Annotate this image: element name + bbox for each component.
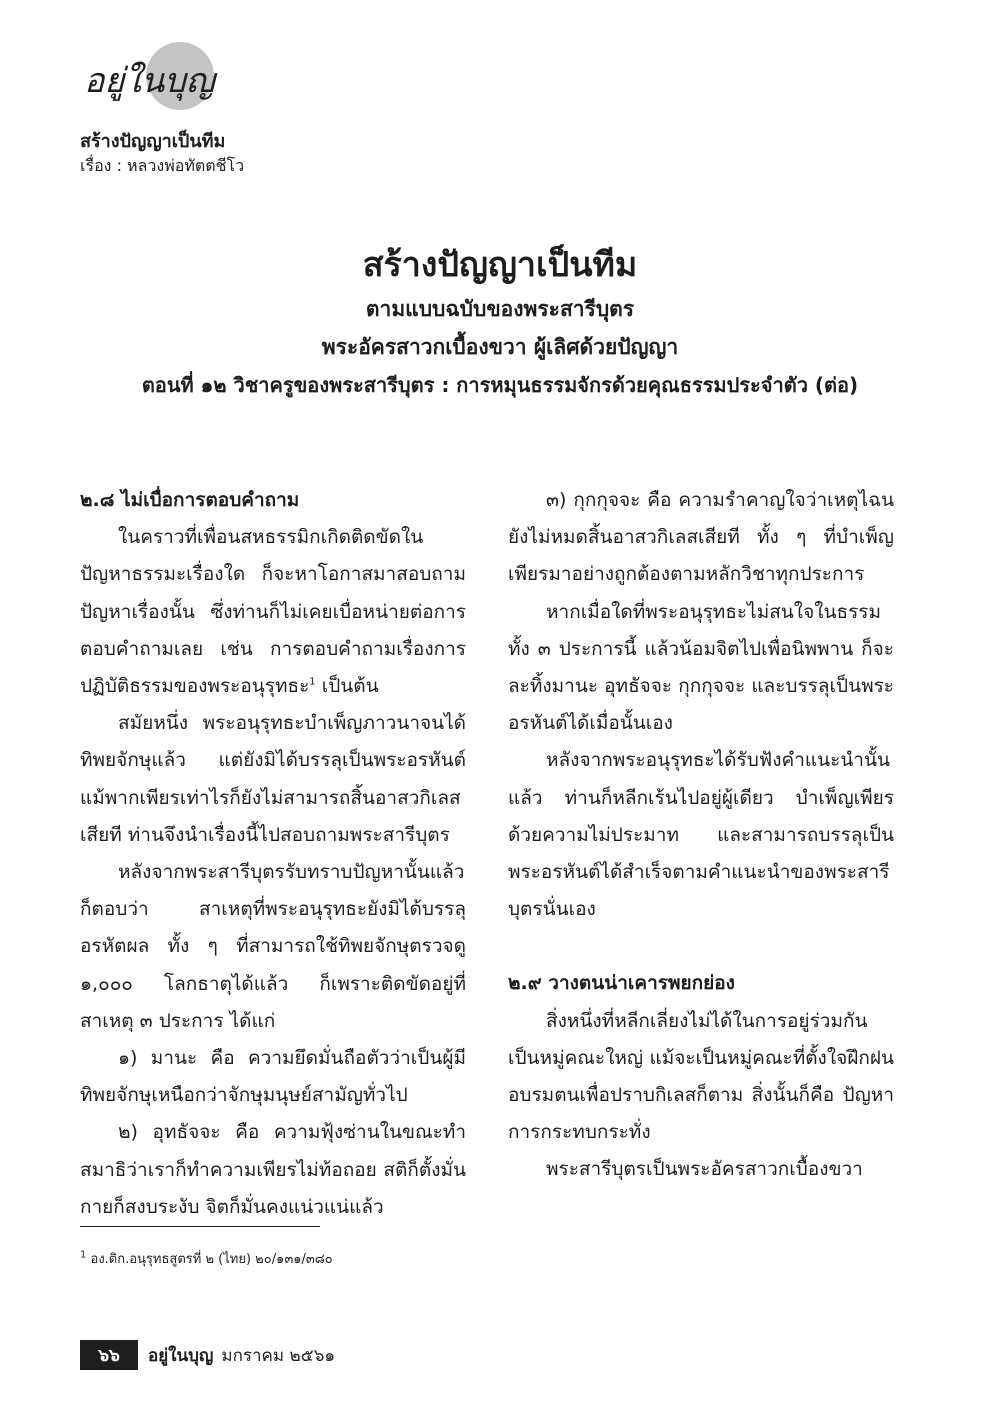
series-info <box>80 130 244 178</box>
article-subtitle-1: ตามแบบฉบับของพระสารีบุตร <box>365 297 635 321</box>
page-number: ๖๖ <box>80 1340 138 1370</box>
section-heading-2-8: ๒.๘ ไม่เบื่อการตอบคำถาม <box>80 489 300 511</box>
paragraph: หากเมื่อใดที่พระอนุรุทธะไม่สนใจในธรรมทั้ง ๓ ประการนี้ แล้วน้อมจิตไปเพื่อนิพพาน ก็จะละทิ้งมานะ อุทธัจจะ กุกกุจจะ และบรรลุเป็นพระอรหันต์ได้เมื่อนั้นเอง <box>508 600 894 735</box>
article-title-block <box>40 240 960 404</box>
left-column <box>80 482 466 1226</box>
footnote <box>80 1250 333 1270</box>
article-subtitle-2: พระอัครสาวกเบื้องขวา ผู้เลิศด้วยปัญญา <box>321 335 679 359</box>
footnote-mark: 1 <box>80 1249 87 1261</box>
right-column <box>508 482 894 1189</box>
paragraph: ๓) กุกกุจจะ คือ ความรำคาญใจว่าเหตุไฉนยังไม่หมดสิ้นอาสวกิเลสเสียที ทั้ง ๆ ที่บำเพ็ญเพียรมาอย่างถูกต้องตามหลักวิชาทุกประการ <box>508 489 894 586</box>
paragraph: สิ่งหนึ่งที่หลีกเลี่ยงไม่ได้ในการอยู่ร่วมกันเป็นหมู่คณะใหญ่ แม้จะเป็นหมู่คณะที่ตั้งใจฝึกฝนอบรมตนเพื่อปราบกิเลสก็ตาม สิ่งนั้นก็คือ ปัญหาการกระทบกระทั่ง <box>508 1009 894 1144</box>
issue-date: มกราคม ๒๕๖๑ <box>221 1345 336 1366</box>
paragraph: หลังจากพระสารีบุตรรับทราบปัญหานั้นแล้ว ก็ตอบว่า สาเหตุที่พระอนุรุทธะยังมิได้บรรลุอรหัตผล ทั้ง ๆ ที่สามารถใช้ทิพยจักษุตรวจดู ๑,๐๐๐ โลกธาตุได้แล้ว ก็เพราะติดขัดอยู่ที่สาเหตุ ๓ ประการ ได้แก่ <box>80 861 466 1032</box>
magazine-logo <box>80 40 220 112</box>
series-title: สร้างปัญญาเป็นทีม <box>80 131 226 152</box>
footnote-ref[interactable]: 1 <box>309 676 316 688</box>
series-story: เรื่อง : หลวงพ่อทัตตชีโว <box>80 156 245 175</box>
paragraph: พระสารีบุตรเป็นพระอัครสาวกเบื้องขวา <box>546 1158 863 1181</box>
section-spacer <box>508 928 894 965</box>
footnote-divider <box>80 1226 320 1227</box>
paragraph-text-end: เป็นต้น <box>315 675 379 698</box>
logo-text: อยู่ในบุญ <box>84 61 215 101</box>
footnote-text: อง.ติก.อนุรุทธสูตรที่ ๒ (ไทย) ๒๐/๑๓๑/๓๘๐ <box>86 1252 333 1267</box>
paragraph: ๒) อุทธัจจะ คือ ความฟุ้งซ่านในขณะทำสมาธิว่าเราก็ทำความเพียรไม่ท้อถอย สติก็ตั้งมั่น กายก็สงบระงับ จิตก็มั่นคงแน่วแน่แล้ว <box>80 1121 466 1218</box>
logo-graphic <box>80 40 220 112</box>
magazine-name: อยู่ในบุญ <box>148 1345 214 1366</box>
paragraph: สมัยหนึ่ง พระอนุรุทธะบำเพ็ญภาวนาจนได้ทิพยจักษุแล้ว แต่ยังมิได้บรรลุเป็นพระอรหันต์ แม้พากเพียรเท่าไรก็ยังไม่สามารถสิ้นอาสวกิเลสเสียที ท่านจึงนำเรื่องนี้ไปสอบถามพระสารีบุตร <box>80 712 466 846</box>
article-subtitle-3: ตอนที่ ๑๒ วิชาครูของพระสารีบุตร : การหมุนธรรมจักรด้วยคุณธรรมประจำตัว (ต่อ) <box>141 373 859 397</box>
paragraph-text: ในคราวที่เพื่อนสหธรรมิกเกิดติดขัดในปัญหาธรรมะเรื่องใด ก็จะหาโอกาสมาสอบถามปัญหาเรื่องนั้น ซึ่งท่านก็ไม่เคยเบื่อหน่ายต่อการตอบคำถามเลย เช่น การตอบคำถามเรื่องการปฏิบัติธรรมของพระอนุรุทธะ <box>80 526 466 698</box>
paragraph <box>80 519 466 705</box>
paragraph: หลังจากพระอนุรุทธะได้รับฟังคำแนะนำนั้นแล้ว ท่านก็หลีกเร้นไปอยู่ผู้เดียว บำเพ็ญเพียรด้วยความไม่ประมาท และสามารถบรรลุเป็นพระอรหันต์ได้สำเร็จตามคำแนะนำของพระสารีบุตรนั่นเอง <box>508 749 894 921</box>
paragraph: ๑) มานะ คือ ความยึดมั่นถือตัวว่าเป็นผู้มีทิพยจักษุเหนือกว่าจักษุมนุษย์สามัญทั่วไป <box>80 1047 466 1107</box>
section-heading-2-9: ๒.๙ วางตนน่าเคารพยกย่อง <box>508 972 735 995</box>
page-footer <box>80 1340 335 1370</box>
article-title: สร้างปัญญาเป็นทีม <box>362 245 638 285</box>
